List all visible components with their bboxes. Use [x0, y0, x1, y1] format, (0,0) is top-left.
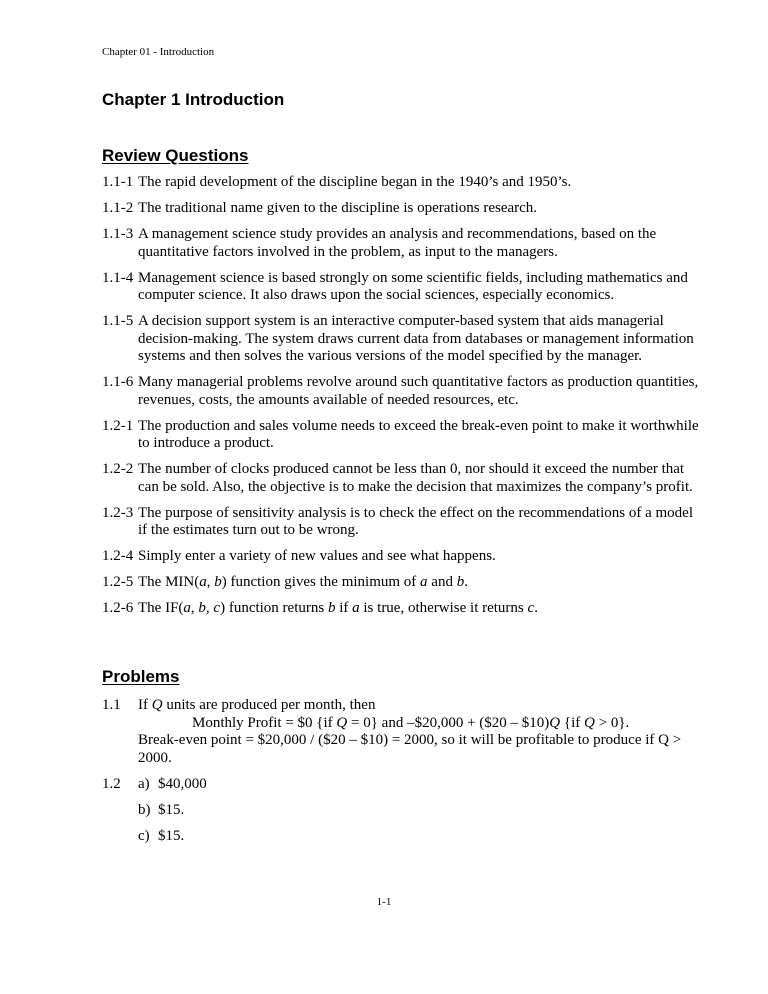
- problem-item: [102, 697, 702, 767]
- problem-number: 1.1: [102, 697, 121, 713]
- item-text: The production and sales volume needs to exceed the break-even point to make it worthwhile to introduce a product.: [138, 417, 699, 451]
- review-item: [102, 226, 702, 261]
- problem-item: [102, 776, 702, 854]
- review-item: [102, 574, 702, 592]
- review-questions-heading: Review Questions: [102, 146, 249, 165]
- item-text: Simply enter a variety of new values and see what happens.: [138, 548, 496, 564]
- problem-line: If Q units are produced per month, then: [138, 697, 376, 713]
- problems-list: [102, 697, 702, 862]
- item-text: The purpose of sensitivity analysis is to check the effect on the recommendations of a model if the estimates turn out to be wrong.: [138, 504, 693, 538]
- problem-text: [138, 697, 702, 767]
- break-even-line: Break-even point = $20,000 / ($20 – $10) = 2000, so it will be profitable to produce if Q > 2000.: [138, 732, 682, 766]
- item-text: Many managerial problems revolve around such quantitative factors as production quantities, revenues, costs, the amounts available of needed resources, etc.: [138, 374, 699, 408]
- problems-heading: Problems: [102, 667, 180, 686]
- review-item: [102, 548, 702, 566]
- review-item: [102, 418, 702, 453]
- page-number: 1-1: [376, 896, 392, 908]
- item-number: 1.2-1: [102, 417, 134, 434]
- item-text: The number of clocks produced cannot be less than 0, nor should it exceed the number that can be sold. Also, the objective is to make the decision that maximizes the company’s profit.: [138, 461, 693, 495]
- item-number: 1.1-4: [102, 269, 134, 286]
- item-number: 1.1-3: [102, 226, 134, 242]
- item-text: A management science study provides an analysis and recommendations, based on the quantitative factors involved in the problem, as input to the managers.: [138, 226, 657, 260]
- item-number: 1.1-5: [102, 313, 134, 329]
- item-text: The IF(a, b, c) function returns b if a is true, otherwise it returns c.: [138, 600, 538, 616]
- review-item: [102, 174, 702, 192]
- item-text: The rapid development of the discipline began in the 1940’s and 1950’s.: [138, 174, 572, 190]
- profit-formula: Monthly Profit = $0 {if Q = 0} and –$20,000 + ($20 – $10)Q {if Q > 0}.: [192, 714, 630, 731]
- item-text: A decision support system is an interactive computer-based system that aids managerial decision-making. The system draws current data from databases or management information systems and then solves the various versions of the model specified by the manager.: [138, 313, 694, 364]
- running-head: Chapter 01 - Introduction: [102, 46, 215, 58]
- answer-b: b) $15.: [138, 801, 185, 818]
- review-item: [102, 374, 702, 409]
- review-item: [102, 505, 702, 540]
- review-item: [102, 270, 702, 305]
- problem-answers: [138, 776, 702, 854]
- item-number: 1.2-3: [102, 504, 134, 521]
- item-number: 1.2-2: [102, 461, 134, 477]
- item-number: 1.2-6: [102, 600, 134, 616]
- item-number: 1.1-6: [102, 374, 134, 390]
- item-text: Management science is based strongly on some scientific fields, including mathematics and computer science. It also draws upon the social sciences, especially economics.: [138, 269, 688, 303]
- answer-c: c) $15.: [138, 827, 185, 844]
- item-number: 1.2-4: [102, 548, 134, 564]
- item-text: The traditional name given to the discipline is operations research.: [138, 200, 538, 216]
- answer-a: a) $40,000: [138, 775, 207, 792]
- item-number: 1.1-1: [102, 174, 134, 190]
- chapter-title: Chapter 1 Introduction: [102, 90, 285, 109]
- review-item: [102, 600, 702, 618]
- review-item: [102, 313, 702, 366]
- review-item: [102, 200, 702, 218]
- item-text: The MIN(a, b) function gives the minimum of a and b.: [138, 574, 468, 590]
- item-number: 1.2-5: [102, 574, 134, 590]
- problem-number: 1.2: [102, 775, 121, 792]
- item-number: 1.1-2: [102, 200, 134, 216]
- review-item: [102, 461, 702, 496]
- review-questions-list: [102, 174, 702, 626]
